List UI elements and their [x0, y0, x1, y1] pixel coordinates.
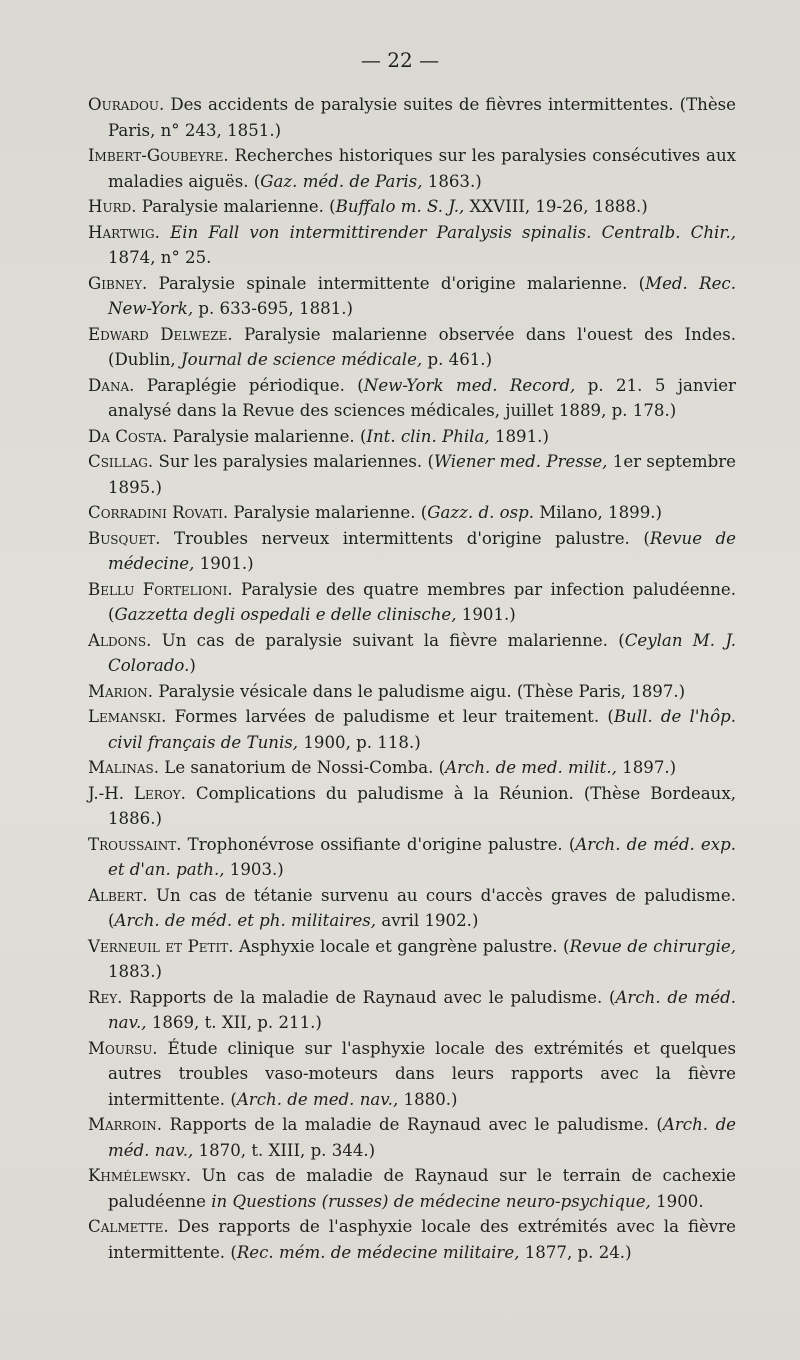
- bibliography-entry: [88, 1112, 736, 1163]
- entry-text: Trophonévrose ossifiante d'origine palustre. (: [181, 834, 576, 854]
- entry-author: Rey.: [88, 987, 123, 1007]
- entry-source: Journal de science médicale,: [180, 350, 423, 369]
- entry-source: Ein Fall von intermittirender Paralysis spinalis. Centralb. Chir.,: [170, 222, 736, 242]
- entry-source: Gazz. d. osp.: [427, 503, 535, 522]
- entry-text: Troubles nerveux intermittents d'origine palustre. (: [160, 528, 650, 548]
- entry-tail: 1874, n° 25.: [108, 248, 212, 267]
- entry-author: Marroin.: [88, 1115, 163, 1134]
- entry-text: Recherches historiques sur les paralysies consécutives aux maladies aiguës. (: [108, 146, 736, 191]
- entry-author: J.-H. Leroy.: [88, 783, 186, 803]
- page-number: — 22 —: [360, 48, 440, 72]
- bibliography-entry: [88, 424, 736, 450]
- entry-source: Arch. de med. milit.,: [445, 758, 617, 777]
- entry-tail: 1877, p. 24.): [519, 1242, 632, 1262]
- entry-source: Wiener med. Presse,: [433, 452, 608, 471]
- entry-text: Paraplégie périodique. (: [134, 375, 364, 395]
- entry-author: Gibney.: [88, 273, 148, 293]
- entry-author: Troussaint.: [88, 834, 182, 854]
- entry-tail: 1870, t. XIII, p. 344.): [193, 1140, 376, 1160]
- bibliography-entry: [88, 194, 736, 220]
- entry-text: Un cas de paralysie suivant la fièvre malarienne. (: [151, 630, 625, 650]
- entry-tail: ): [189, 656, 196, 675]
- entry-text: Paralysie des quatre membres par infection paludéenne. (: [108, 579, 736, 624]
- entry-author: Corradini Rovati.: [88, 503, 229, 522]
- bibliography-entry: [88, 577, 736, 628]
- bibliography-entry: [88, 934, 736, 985]
- entry-tail: 1880.): [398, 1089, 458, 1109]
- bibliography-entry: [88, 704, 736, 755]
- bibliography-entry: [88, 628, 736, 679]
- entry-tail: 1900, p. 118.): [298, 732, 421, 752]
- bibliography-entry: [88, 449, 736, 500]
- entry-text: Paralysie malarienne. (: [136, 197, 336, 216]
- bibliography-list: [88, 92, 736, 1265]
- entry-source: Arch. de méd. nav.,: [108, 1115, 737, 1160]
- entry-tail: 1900.: [650, 1191, 704, 1211]
- entry-text: Des rapports de l'asphyxie locale des extrémités avec la fièvre intermittente. (: [108, 1217, 736, 1262]
- entry-source: Arch. de méd. et ph. militaires,: [114, 911, 377, 930]
- bibliography-entry: [88, 832, 736, 883]
- entry-source: New-York med. Record,: [363, 375, 576, 395]
- bibliography-entry: [88, 92, 736, 143]
- entry-source: Buffalo m. S. J.,: [335, 197, 465, 216]
- entry-tail: XXVIII, 19-26, 1888.): [464, 197, 648, 216]
- bibliography-entry: [88, 755, 736, 781]
- entry-source: Rec. mém. de médecine militaire,: [236, 1242, 520, 1262]
- entry-tail: avril 1902.): [376, 911, 479, 930]
- bibliography-entry: [88, 679, 736, 705]
- entry-text: Complications du paludisme à la Réunion. (Thèse Bordeaux, 1886.): [108, 783, 736, 828]
- entry-text: Formes larvées de paludisme et leur traitement. (: [166, 707, 614, 726]
- bibliography-entry: [88, 220, 736, 271]
- entry-author: Imbert-Goubeyre.: [88, 146, 229, 165]
- entry-author: Dana.: [88, 375, 135, 395]
- entry-source: Bull. de l'hôp. civil français de Tunis,: [108, 707, 736, 752]
- entry-author: Edward Delweze.: [88, 324, 233, 344]
- entry-source: Med. Rec. New-York,: [108, 273, 736, 318]
- entry-tail: 1901.): [194, 554, 254, 573]
- entry-author: Bellu Fortelioni.: [88, 579, 233, 599]
- entry-author: Marion.: [88, 681, 154, 701]
- entry-author: Lemanski.: [88, 707, 167, 726]
- entry-author: Malinas.: [88, 758, 160, 777]
- entry-text: Un cas de maladie de Raynaud sur le terrain de cachexie paludéenne: [108, 1166, 736, 1211]
- entry-author: Hartwig.: [88, 222, 160, 242]
- entry-tail: 1903.): [224, 860, 284, 879]
- entry-text: Étude clinique sur l'asphyxie locale des extrémités et quelques autres troubles vaso-moteurs dans leurs rapports avec la fièvre intermittente. (: [108, 1038, 736, 1109]
- entry-text: Le sanatorium de Nossi-Comba. (: [159, 758, 446, 777]
- entry-source: Int. clin. Phila,: [366, 426, 490, 446]
- entry-author: Busquet.: [88, 528, 161, 548]
- entry-author: Da Costa.: [88, 426, 168, 446]
- entry-text: Rapports de la maladie de Raynaud avec le paludisme. (: [162, 1115, 663, 1134]
- entry-source: Gaz. méd. de Paris,: [260, 171, 423, 191]
- bibliography-entry: [88, 322, 736, 373]
- entry-text: Paralysie spinale intermittente d'origine malarienne. (: [147, 273, 646, 293]
- entry-author: Csillag.: [88, 452, 154, 471]
- entry-source: Revue de chirurgie,: [569, 936, 736, 956]
- entry-text: Paralysie malarienne. (: [167, 426, 367, 446]
- entry-tail: p. 21. 5 janvier analysé dans la Revue des sciences médicales, juillet 1889, p. 178.): [108, 375, 736, 420]
- entry-author: Ouradou.: [88, 95, 165, 114]
- bibliography-entry: [88, 373, 736, 424]
- bibliography-entry: [88, 1163, 736, 1214]
- entry-tail: 1er septembre 1895.): [108, 452, 736, 497]
- entry-text: Paralysie malarienne. (: [228, 503, 428, 522]
- entry-tail: p. 633-695, 1881.): [193, 299, 354, 318]
- entry-text: Des accidents de paralysie suites de fièvres intermittentes. (Thèse Paris, n° 243, 1851.): [108, 95, 736, 140]
- entry-tail: 1863.): [422, 171, 482, 191]
- entry-source: Revue de médecine,: [108, 528, 736, 573]
- bibliography-entry: [88, 526, 736, 577]
- bibliography-entry: [88, 781, 736, 832]
- entry-author: Aldons.: [88, 630, 152, 650]
- entry-text: Paralysie vésicale dans le paludisme aigu. (Thèse Paris, 1897.): [153, 681, 686, 701]
- entry-source: Arch. de med. nav.,: [236, 1089, 399, 1109]
- entry-source: in Questions (russes) de médecine neuro-psychique,: [211, 1191, 651, 1211]
- bibliography-entry: [88, 143, 736, 194]
- entry-author: Khmélewsky.: [88, 1166, 192, 1185]
- entry-author: Albert.: [88, 885, 148, 905]
- bibliography-entry: [88, 985, 736, 1036]
- entry-source: Gazzetta degli ospedali e delle clinische,: [114, 605, 457, 624]
- entry-text: Sur les paralysies malariennes. (: [153, 452, 434, 471]
- entry-tail: 1869, t. XII, p. 211.): [146, 1013, 322, 1032]
- entry-tail: 1883.): [108, 962, 162, 981]
- bibliography-entry: [88, 271, 736, 322]
- entry-source: Arch. de méd. nav.,: [108, 987, 737, 1032]
- entry-text: [160, 223, 170, 242]
- entry-tail: 1891.): [489, 426, 549, 446]
- entry-tail: p. 461.): [422, 350, 493, 369]
- entry-tail: Milano, 1899.): [534, 503, 663, 522]
- entry-tail: 1901.): [456, 605, 516, 624]
- entry-author: Moursu.: [88, 1038, 158, 1058]
- entry-source: Ceylan M. J. Colorado.: [108, 630, 737, 675]
- entry-text: Un cas de tétanie survenu au cours d'accès graves de paludisme. (: [108, 885, 736, 930]
- entry-author: Calmette.: [88, 1217, 169, 1236]
- bibliography-entry: [88, 1036, 736, 1113]
- entry-author: Verneuil et Petit.: [88, 936, 234, 956]
- entry-text: Rapports de la maladie de Raynaud avec le paludisme. (: [122, 987, 616, 1007]
- entry-text: Asphyxie locale et gangrène palustre. (: [233, 936, 570, 956]
- entry-source: Arch. de méd. exp. et d'an. path.,: [108, 834, 736, 879]
- entry-tail: 1897.): [616, 758, 677, 777]
- bibliography-entry: [88, 500, 736, 526]
- entry-text: Paralysie malarienne observée dans l'ouest des Indes. (Dublin,: [108, 324, 736, 369]
- bibliography-entry: [88, 1214, 736, 1265]
- bibliography-entry: [88, 883, 736, 934]
- entry-author: Hurd.: [88, 197, 137, 216]
